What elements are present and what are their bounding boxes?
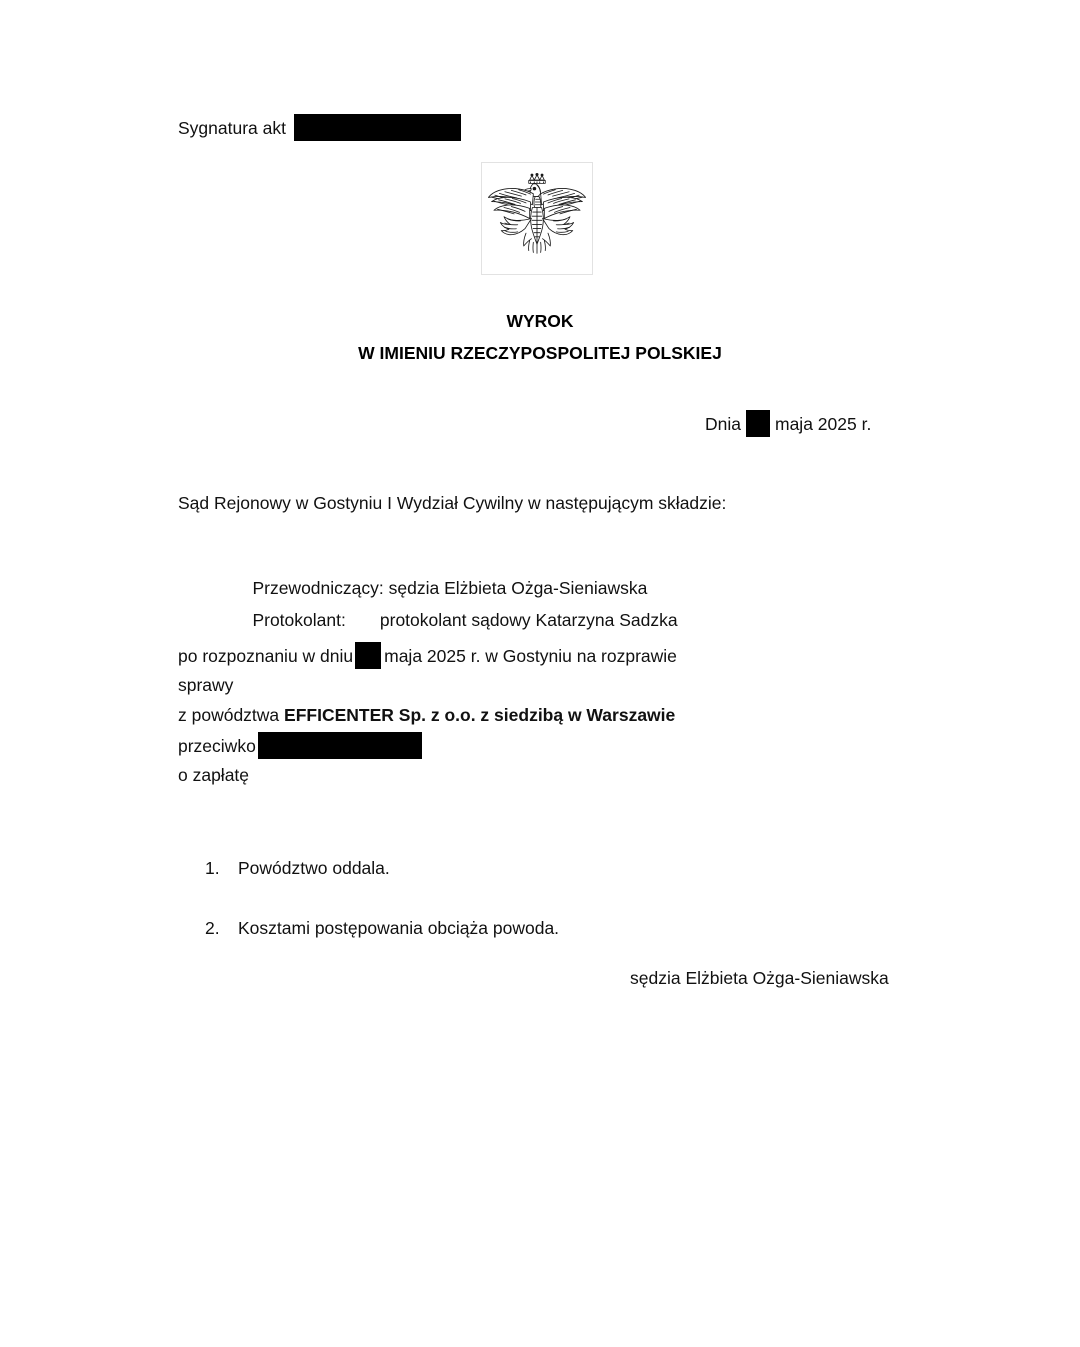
ruling-item-1 [205, 855, 390, 881]
hearing-suffix: maja 2025 r. w Gostyniu na rozprawie [384, 645, 677, 666]
case-number-redaction-bar [294, 114, 461, 141]
defendant-prefix: przeciwko [178, 735, 256, 756]
case-number-row [178, 114, 461, 141]
defendant-redaction-bar [258, 732, 422, 759]
ruling-number-2: 2. [205, 918, 220, 938]
page-title: WYROK [506, 311, 574, 331]
hearing-prefix: po rozpoznaniu w dniu [178, 645, 354, 666]
presiding-judge-name: sędzia Elżbieta Ożga-Sieniawska [388, 578, 648, 598]
subject-line: o zapłatę [178, 765, 250, 785]
hearing-line [178, 642, 677, 669]
defendant-line [178, 732, 422, 759]
court-composition-intro: Sąd Rejonowy w Gostyniu I Wydział Cywilny w następującym składzie: [178, 493, 727, 513]
matter-line: sprawy [178, 675, 234, 695]
hearing-day-redaction-bar [355, 642, 381, 669]
plaintiff-name: EFFICENTER Sp. z o.o. z siedzibą w Warszawie [284, 705, 676, 725]
polish-eagle-emblem [481, 162, 593, 275]
date-suffix: maja 2025 r. [775, 413, 872, 434]
ruling-text-2: Kosztami postępowania obciąża powoda. [238, 918, 560, 938]
judgment-date-line [705, 410, 871, 437]
ruling-text-1: Powództwo oddala. [238, 858, 390, 878]
date-prefix: Dnia [705, 413, 741, 434]
page-subtitle: W IMIENIU RZECZYPOSPOLITEJ POLSKIEJ [358, 343, 722, 363]
court-clerk-name: protokolant sądowy Katarzyna Sadzka [379, 610, 678, 630]
judge-signature: sędzia Elżbieta Ożga-Sieniawska [630, 968, 889, 988]
ruling-item-2 [205, 915, 559, 941]
ruling-number-1: 1. [205, 858, 220, 878]
court-clerk-label: Protokolant: [252, 610, 346, 630]
plaintiff-line [178, 702, 675, 728]
plaintiff-prefix: z powództwa [178, 705, 280, 725]
presiding-judge-label: Przewodniczący: [252, 578, 384, 598]
date-day-redaction-bar [746, 410, 770, 437]
case-number-label: Sygnatura akt [178, 117, 286, 138]
